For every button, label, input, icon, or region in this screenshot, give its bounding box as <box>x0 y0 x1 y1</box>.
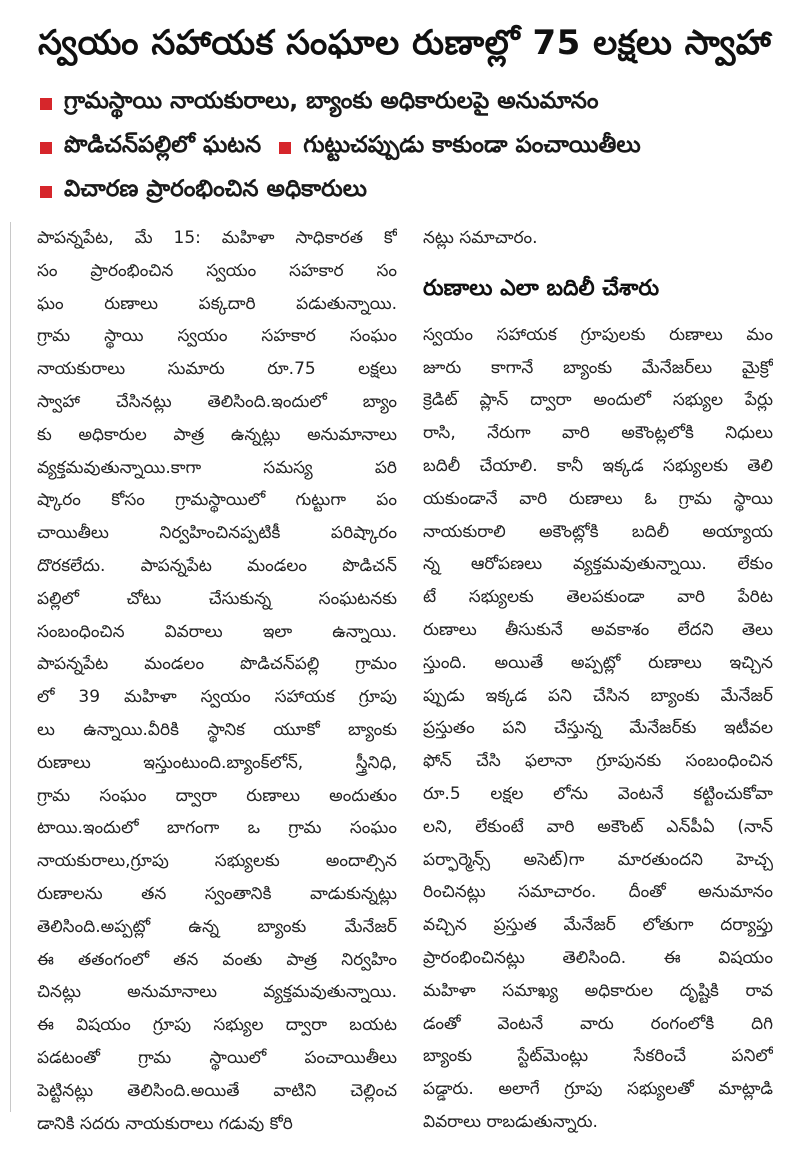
article-line: న్న ఆరోపణలు వ్యక్తమవుతున్నాయి. లేకుం <box>423 554 773 575</box>
subheadline-text: విచారణ ప్రారంభించిన అధికారులు <box>64 176 367 202</box>
article-line: ష్కారం కోసం గ్రామస్థాయిలో గుట్టుగా పం <box>37 490 397 511</box>
article-line: జూరు కాగానే బ్యాంకు మేనేజర్‌లు మైక్రో <box>423 357 773 378</box>
article-line: ఘం రుణాలు పక్కదారి పడుతున్నాయి. <box>37 293 397 314</box>
article-line: ఈ తతంగంలో తన వంతు పాత్ర నిర్వహిం <box>37 949 397 970</box>
article-line: పడటంతో గ్రామ స్థాయిలో పంచాయితీలు <box>37 1047 397 1068</box>
red-square-bullet-icon <box>40 186 52 198</box>
subheadline-text: పొడిచన్‌పల్లిలో ఘటన <box>64 132 262 158</box>
article-line: యకుండానే వారి రుణాలు ఓ గ్రామ స్థాయి <box>423 488 773 509</box>
article-line: ప్రారంభించినట్లు తెలిసింది. ఈ విషయం <box>423 947 773 968</box>
article-line: స్వాహా చేసినట్లు తెలిసింది.ఇందులో బ్యాం <box>37 391 397 412</box>
article-line: సంబంధించిన వివరాలు ఇలా ఉన్నాయి. <box>37 621 397 642</box>
article-line: ఫోన్ చేసి ఫలానా గ్రూపునకు సంబంధించిన <box>423 751 773 772</box>
article-line: రుణాలు తీసుకునే అవకాశం లేదని తెలు <box>423 619 773 640</box>
article-line: డంతో వెంటనే వారు రంగంలోకి దిగి <box>423 1013 773 1034</box>
article-line: లో 39 మహిళా స్వయం సహాయక గ్రూపు <box>37 687 397 708</box>
article-column-right <box>423 222 773 1139</box>
red-square-bullet-icon <box>40 142 52 154</box>
article-column-left <box>37 222 397 1140</box>
subheadline-2 <box>36 126 776 170</box>
article-line: రుణాలు ఇస్తుంటుంది.బ్యాంక్‌లోన్, స్త్రీనిధి, <box>37 752 397 773</box>
article-line: వివరాలు రాబడుతున్నారు. <box>423 1111 598 1132</box>
article-line: రాసి, నేరుగా వారి అకౌంట్లలోకి నిధులు <box>423 423 773 444</box>
article-line: పాపన్నపేట మండలం పొడిచన్‌పల్లి గ్రామం <box>37 654 397 675</box>
article-line: డానికి సదరు నాయకురాలు గడువు కోరి <box>37 1113 293 1134</box>
article-line: ఈ విషయం గ్రూపు సభ్యుల ద్వారా బయట <box>37 1015 397 1036</box>
article-line: పల్లిలో చోటు చేసుకున్న సంఘటనకు <box>37 588 397 609</box>
article-line: బదిలీ చేయాలి. కానీ ఇక్కడ సభ్యులకు తెలి <box>423 455 773 476</box>
article-line: లు ఉన్నాయి.వీరికి స్థానిక యూకో బ్యాంకు <box>37 719 397 740</box>
red-square-bullet-icon <box>40 98 52 110</box>
article-line: గ్రామ సంఘం ద్వారా రుణాలు అందుతుం <box>37 785 397 806</box>
article-line: పెట్టినట్లు తెలిసింది.అయితే వాటిని చెల్లించ <box>37 1080 397 1101</box>
article-line: వచ్చిన ప్రస్తుత మేనేజర్ లోతుగా దర్యాప్తు <box>423 915 773 936</box>
article-line: టాయి.ఇందులో బాగంగా ఒ గ్రామ సంఘం <box>37 818 397 839</box>
article-line: వ్యక్తమవుతున్నాయి.కాగా సమస్య పరి <box>37 457 397 478</box>
article-line: నట్లు సమాచారం. <box>423 228 538 248</box>
article-line: స్తుంది. అయితే అప్పట్లో రుణాలు ఇచ్చిన <box>423 652 773 673</box>
headline: స్వయం సహాయక సంఘాల రుణాల్లో 75 లక్షలు స్వాహా <box>38 23 772 63</box>
article-line: లని, లేకుంటే వారి అకౌంట్ ఎన్‌పీఏ (నాన్ <box>423 816 773 837</box>
subheadline-1 <box>36 82 776 126</box>
article-line: రూ.5 లక్షల లోను వెంటనే కట్టించుకోవా <box>423 783 773 804</box>
article-line: కు అధికారుల పాత్ర ఉన్నట్లు అనుమానాలు <box>37 424 397 445</box>
article-line: నాయకురాలు సుమారు రూ.75 లక్షలు <box>37 359 397 380</box>
article-line: నాయకురాలు,గ్రూపు సభ్యులకు అందాల్సిన <box>37 851 397 872</box>
article-line: పాపన్నపేట, మే 15: మహిళా సాధికారత కో <box>37 228 397 248</box>
article-line: మహిళా సమాఖ్య అధికారుల దృష్టికి రావ <box>423 980 773 1001</box>
subheadline-3 <box>36 170 776 214</box>
margin-rule <box>10 222 11 1112</box>
article-line: ప్పుడు ఇక్కడ పని చేసిన బ్యాంకు మేనేజర్ <box>423 685 773 706</box>
subheadline-text: గ్రామస్థాయి నాయకురాలు, బ్యాంకు అధికారులపై అనుమానం <box>64 88 599 114</box>
article-line: బ్యాంకు స్టేట్‌మెంట్లు సేకరించే పనిలో <box>423 1046 773 1067</box>
section-heading: రుణాలు ఎలా బదిలీ చేశారు <box>423 275 660 301</box>
article-line: గ్రామ స్థాయి స్వయం సహకార సంఘం <box>37 326 397 347</box>
red-square-bullet-icon <box>279 142 291 154</box>
article-column-right-body <box>423 319 773 1139</box>
article-line: పర్ఫార్మెన్స్ అసెట్)గా మారతుందని హెచ్చ <box>423 849 773 870</box>
article-line: నాయకురాలి అకౌంట్లోకి బదిలీ అయ్యాయ <box>423 521 773 542</box>
article-line: రుణాలను తన స్వంతానికి వాడుకున్నట్లు <box>37 883 397 904</box>
article-line: పడ్డారు. అలాగే గ్రూపు సభ్యులతో మాట్లాడి <box>423 1079 773 1100</box>
article-line: టే సభ్యులకు తెలపకుండా వారి పేరిట <box>423 587 773 608</box>
subheadline-text: గుట్టుచప్పుడు కాకుండా పంచాయితీలు <box>303 132 641 158</box>
article-line: చినట్లు అనుమానాలు వ్యక్తమవుతున్నాయి. <box>37 982 397 1003</box>
subheadlines <box>36 82 776 214</box>
article-line: తెలిసింది.అప్పట్లో ఉన్న బ్యాంకు మేనేజర్ <box>37 916 397 937</box>
article-line: చాయితీలు నిర్వహించినప్పటికీ పరిష్కారం <box>37 523 397 544</box>
article-line: దొరకలేదు. పాపన్నపేట మండలం పొడిచన్ <box>37 555 397 576</box>
article-line: సం ప్రారంభించిన స్వయం సహకార సం <box>37 260 397 281</box>
article-line: ప్రస్తుతం పని చేస్తున్న మేనేజర్‌కు ఇటీవల <box>423 718 773 739</box>
article-line: రించినట్లు సమాచారం. దీంతో అనుమానం <box>423 882 773 903</box>
article-line: క్రెడిట్ ప్లాన్ ద్వారా అందులో సభ్యుల పేర్లు <box>423 390 773 411</box>
article-line: స్వయం సహాయక గ్రూపులకు రుణాలు మం <box>423 324 773 345</box>
